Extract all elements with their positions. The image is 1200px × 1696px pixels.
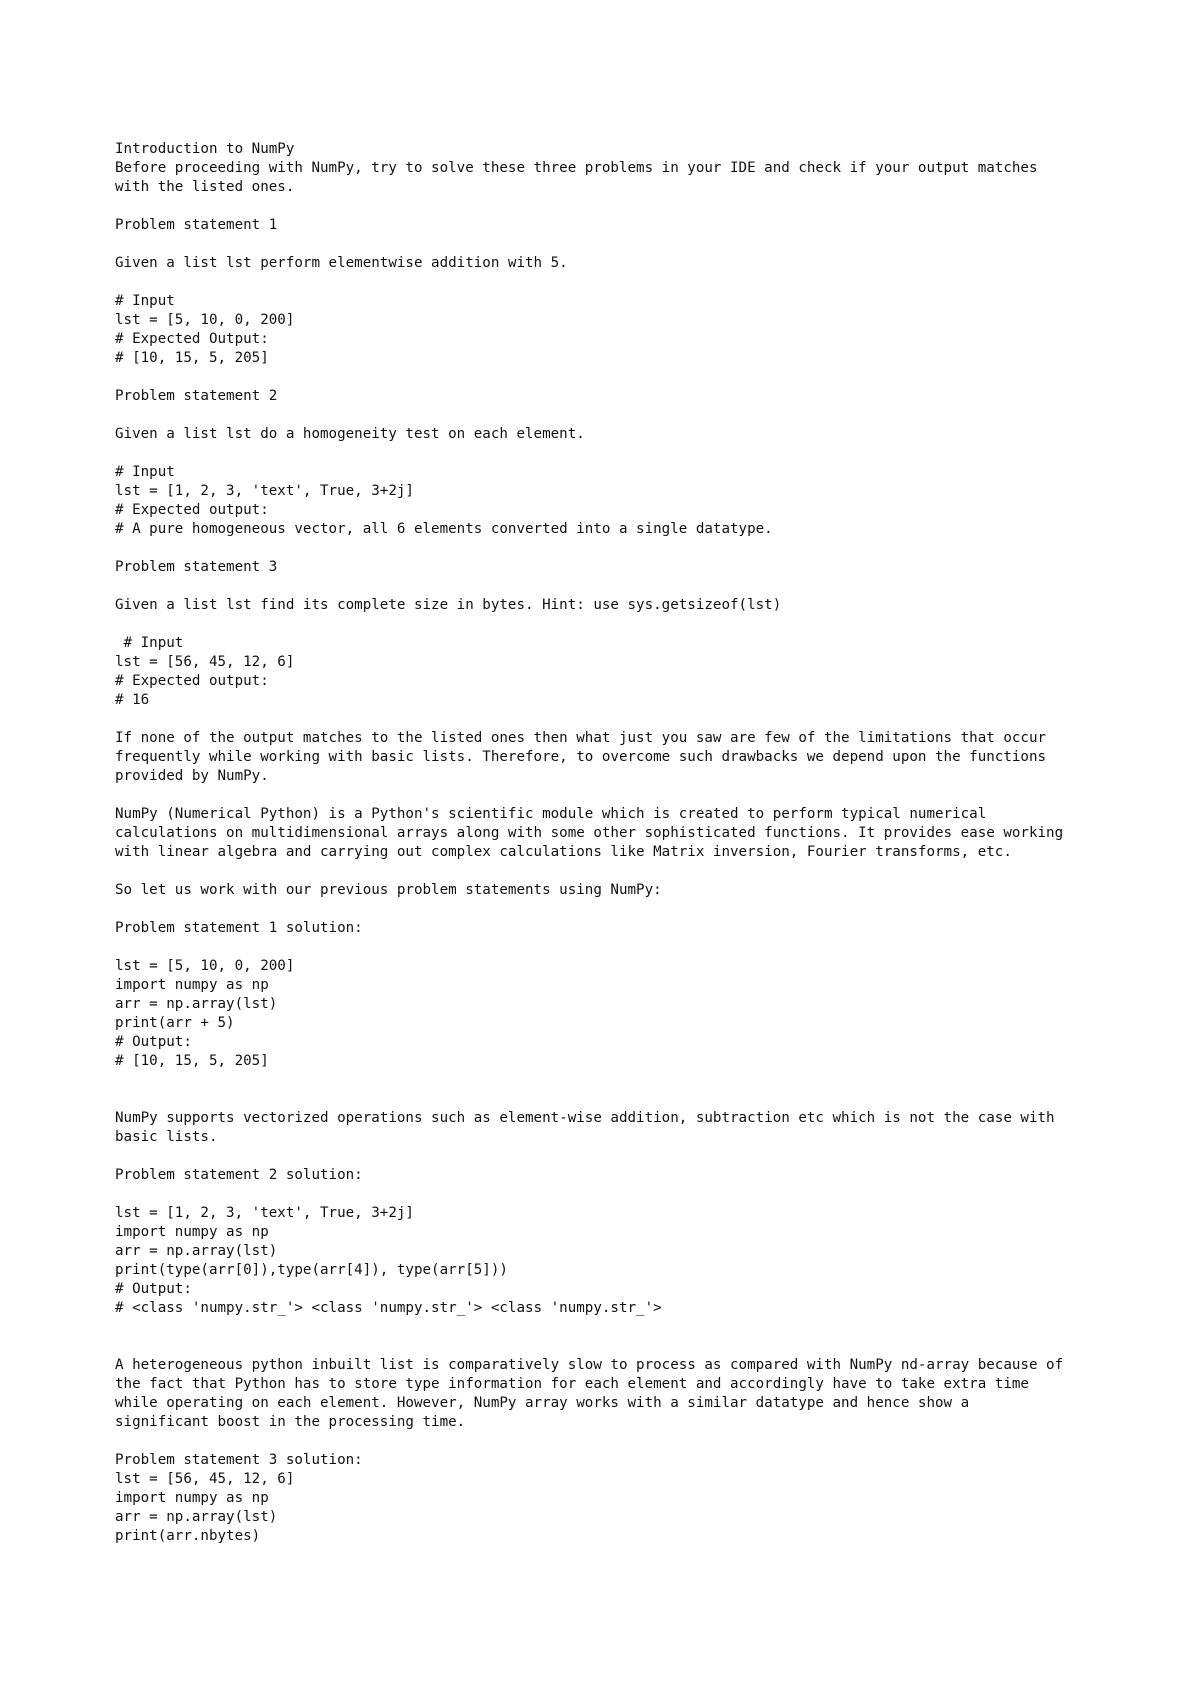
text-line: with linear algebra and carrying out complex calculations like Matrix inversion, Fourier transforms, etc. (115, 844, 1012, 860)
text-line: Problem statement 2 solution: (115, 1167, 363, 1183)
blank-line (115, 406, 1155, 425)
text-line: significant boost in the processing time. (115, 1414, 466, 1430)
text-line: Given a list lst perform elementwise addition with 5. (115, 255, 568, 271)
text-line: import numpy as np (115, 1490, 269, 1506)
text-line: Problem statement 2 (115, 388, 278, 404)
blank-line (115, 197, 1155, 216)
text-line: # Expected Output: (115, 331, 269, 347)
text-line: print(arr + 5) (115, 1015, 235, 1031)
blank-line (115, 900, 1155, 919)
text-line: Problem statement 1 (115, 217, 278, 233)
text-line: lst = [1, 2, 3, 'text', True, 3+2j] (115, 483, 414, 499)
text-line: # [10, 15, 5, 205] (115, 1053, 269, 1069)
text-line: # 16 (115, 692, 150, 708)
text-line: Given a list lst do a homogeneity test on each element. (115, 426, 585, 442)
text-line: # Input (115, 464, 175, 480)
text-line: # Input (115, 293, 175, 309)
text-line: # Input (115, 635, 184, 651)
text-line: # [10, 15, 5, 205] (115, 350, 269, 366)
text-line: lst = [1, 2, 3, 'text', True, 3+2j] (115, 1205, 414, 1221)
blank-line (115, 615, 1155, 634)
text-line: import numpy as np (115, 1224, 269, 1240)
text-line: Problem statement 1 solution: (115, 920, 363, 936)
text-line: print(arr.nbytes) (115, 1528, 261, 1544)
blank-line (115, 1432, 1155, 1451)
text-line: Before proceeding with NumPy, try to solve these three problems in your IDE and check if your output matches (115, 160, 1038, 176)
text-line: # Output: (115, 1281, 192, 1297)
text-line: provided by NumPy. (115, 768, 269, 784)
text-line: # Output: (115, 1034, 192, 1050)
text-line: Introduction to NumPy (115, 141, 295, 157)
blank-line (115, 273, 1155, 292)
blank-line (115, 1090, 1155, 1109)
blank-line (115, 235, 1155, 254)
text-line: with the listed ones. (115, 179, 295, 195)
text-line: calculations on multidimensional arrays along with some other sophisticated functions. It provides ease working (115, 825, 1064, 841)
blank-line (115, 368, 1155, 387)
text-line: print(type(arr[0]),type(arr[4]), type(arr[5])) (115, 1262, 508, 1278)
text-line: Given a list lst find its complete size in bytes. Hint: use sys.getsizeof(lst) (115, 597, 782, 613)
text-line: arr = np.array(lst) (115, 1243, 278, 1259)
blank-line (115, 1185, 1155, 1204)
text-line: lst = [5, 10, 0, 200] (115, 312, 295, 328)
blank-line (115, 1071, 1155, 1090)
text-line: import numpy as np (115, 977, 269, 993)
text-line: arr = np.array(lst) (115, 996, 278, 1012)
text-line: # A pure homogeneous vector, all 6 elements converted into a single datatype. (115, 521, 773, 537)
text-line: basic lists. (115, 1129, 218, 1145)
blank-line (115, 1318, 1155, 1337)
blank-line (115, 1147, 1155, 1166)
text-line: the fact that Python has to store type information for each element and accordingly have to take extra time (115, 1376, 1029, 1392)
text-line: A heterogeneous python inbuilt list is comparatively slow to process as compared with NumPy nd-array because of (115, 1357, 1064, 1373)
text-line: Problem statement 3 (115, 559, 278, 575)
blank-line (115, 1337, 1155, 1356)
text-line: Problem statement 3 solution: (115, 1452, 363, 1468)
blank-line (115, 710, 1155, 729)
text-line: NumPy (Numerical Python) is a Python's scientific module which is created to perform typical numerical (115, 806, 987, 822)
text-line: So let us work with our previous problem statements using NumPy: (115, 882, 662, 898)
text-line: while operating on each element. However, NumPy array works with a similar datatype and hence show a (115, 1395, 970, 1411)
blank-line (115, 577, 1155, 596)
text-line: NumPy supports vectorized operations such as element-wise addition, subtraction etc which is not the case with (115, 1110, 1055, 1126)
text-line: # <class 'numpy.str_'> <class 'numpy.str_'> <class 'numpy.str_'> (115, 1300, 662, 1316)
text-line: arr = np.array(lst) (115, 1509, 278, 1525)
text-line: lst = [56, 45, 12, 6] (115, 654, 295, 670)
text-line: # Expected output: (115, 502, 269, 518)
blank-line (115, 862, 1155, 881)
blank-line (115, 539, 1155, 558)
text-line: lst = [56, 45, 12, 6] (115, 1471, 295, 1487)
text-line: lst = [5, 10, 0, 200] (115, 958, 295, 974)
blank-line (115, 938, 1155, 957)
text-line: frequently while working with basic lists. Therefore, to overcome such drawbacks we depend upon the functions (115, 749, 1047, 765)
blank-line (115, 444, 1155, 463)
text-line: If none of the output matches to the listed ones then what just you saw are few of the limitations that occur (115, 730, 1047, 746)
document-body (115, 140, 1155, 1546)
text-line: # Expected output: (115, 673, 269, 689)
blank-line (115, 786, 1155, 805)
